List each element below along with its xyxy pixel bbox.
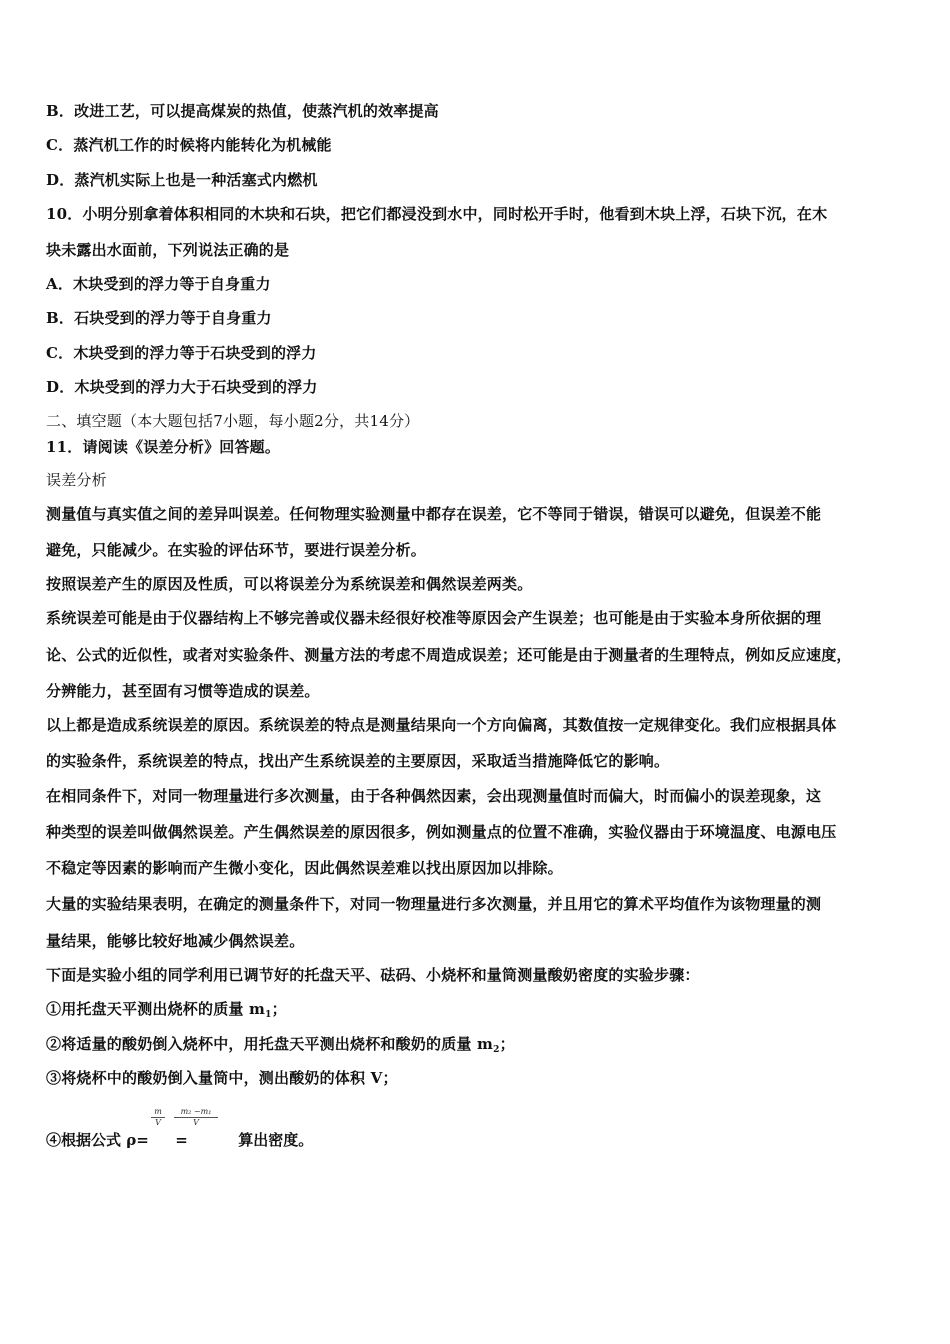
step-2-subscript: 2 — [493, 1045, 500, 1055]
q10-option-c: C．木块受到的浮力等于石块受到的浮力 — [46, 344, 317, 362]
step-1-text: ①用托盘天平测出烧杯的质量 m — [46, 1000, 266, 1018]
paragraph-1-line-2: 避免，只能减少。在实验的评估环节，要进行误差分析。 — [46, 541, 427, 559]
q10-stem-line2: 块未露出水面前，下列说法正确的是 — [46, 241, 290, 259]
article-title: 误差分析 — [46, 471, 107, 489]
q10-option-d: D．木块受到的浮力大于石块受到的浮力 — [46, 378, 318, 396]
paragraph-6-line-2: 量结果，能够比较好地减少偶然误差。 — [46, 932, 305, 950]
step-3: ③将烧杯中的酸奶倒入量筒中，测出酸奶的体积 V； — [46, 1069, 398, 1087]
section2-header: 二、填空题（本大题包括7小题，每小题2分，共14分） — [46, 412, 420, 430]
paragraph-6-line-1: 大量的实验结果表明，在确定的测量条件下，对同一物理量进行多次测量，并且用它的算术平均值作为该物理量的测 — [46, 895, 822, 913]
fraction-1-denominator: V — [155, 1118, 161, 1127]
paragraph-4-line-1: 以上都是造成系统误差的原因。系统误差的特点是测量结果向一个方向偏离，其数值按一定规律变化。我们应根据具体 — [46, 716, 837, 734]
paragraph-1-line-1: 测量值与真实值之间的差异叫误差。任何物理实验测量中都存在误差，它不等同于错误，错误可以避免，但误差不能 — [46, 505, 822, 523]
step-4-suffix: 算出密度。 — [238, 1131, 314, 1149]
step-1-end: ； — [271, 1000, 287, 1018]
step-1 — [46, 999, 906, 1025]
paragraph-7: 下面是实验小组的同学利用已调节好的托盘天平、砝码、小烧杯和量筒测量酸奶密度的实验步骤： — [46, 966, 700, 984]
paragraph-3-line-3: 分辨能力，甚至固有习惯等造成的误差。 — [46, 682, 320, 700]
formula-fraction-mass-difference-over-v — [174, 1107, 218, 1128]
q10-stem-line1: 10．小明分别拿着体积相同的木块和石块，把它们都浸没到水中，同时松开手时，他看到木块上浮，石块下沉，在木 — [46, 205, 828, 223]
paragraph-5-line-2: 种类型的误差叫做偶然误差。产生偶然误差的原因很多，例如测量点的位置不准确，实验仪器由于环境温度、电源电压 — [46, 823, 837, 841]
paragraph-5-line-3: 不稳定等因素的影响而产生微小变化，因此偶然误差难以找出原因加以排除。 — [46, 859, 563, 877]
step-4-equals: = — [175, 1131, 188, 1149]
q11-stem: 11．请阅读《误差分析》回答题。 — [46, 438, 281, 456]
step-4-prefix: ④根据公式 ρ= — [46, 1131, 149, 1149]
paragraph-3-line-1: 系统误差可能是由于仪器结构上不够完善或仪器未经很好校准等原因会产生误差；也可能是由于实验本身所依据的理 — [46, 609, 822, 627]
q9-option-d: D．蒸汽机实际上也是一种活塞式内燃机 — [46, 171, 318, 189]
step-1-subscript: 1 — [265, 1010, 272, 1020]
paragraph-4-line-2: 的实验条件，系统误差的特点，找出产生系统误差的主要原因，采取适当措施降低它的影响。 — [46, 752, 670, 770]
fraction-1-numerator: m — [151, 1107, 165, 1118]
step-2-text: ②将适量的酸奶倒入烧杯中，用托盘天平测出烧杯和酸奶的质量 m — [46, 1035, 494, 1053]
step-4 — [46, 1128, 313, 1152]
step-2-end: ； — [499, 1035, 515, 1053]
q10-option-b: B．石块受到的浮力等于自身重力 — [46, 309, 272, 327]
fraction-2-numerator: m₂ −m₁ — [174, 1107, 218, 1118]
q9-option-c: C．蒸汽机工作的时候将内能转化为机械能 — [46, 136, 332, 154]
step-2 — [46, 1034, 906, 1060]
paragraph-3-line-2: 论、公式的近似性，或者对实验条件、测量方法的考虑不周造成误差；还可能是由于测量者的生理特点，例如反应速度， — [46, 646, 852, 664]
fraction-2-denominator: V — [193, 1118, 199, 1127]
paragraph-2: 按照误差产生的原因及性质，可以将误差分为系统误差和偶然误差两类。 — [46, 575, 533, 593]
q9-option-b: B．改进工艺，可以提高煤炭的热值，使蒸汽机的效率提高 — [46, 102, 439, 120]
formula-fraction-m-over-v — [151, 1107, 165, 1128]
paragraph-5-line-1: 在相同条件下，对同一物理量进行多次测量，由于各种偶然因素，会出现测量值时而偏大，时而偏小的误差现象，这 — [46, 787, 822, 805]
q10-option-a: A．木块受到的浮力等于自身重力 — [46, 275, 271, 293]
